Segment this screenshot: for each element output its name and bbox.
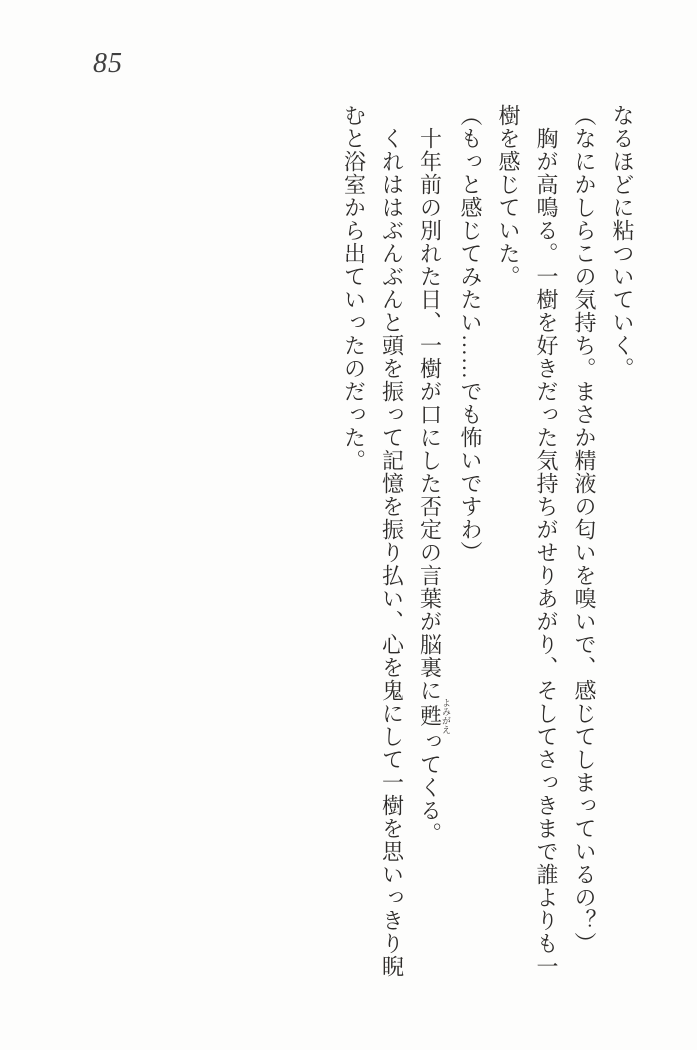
text-column: 樹を感じていた。 <box>496 104 521 288</box>
text-column: （もっと感じてみたい……でも怖いですわ） <box>458 104 483 564</box>
text-column: むと浴室から出ていったのだった。 <box>341 104 367 472</box>
text-column: 胸が高鳴る。一樹を好きだった気持ちがせりあがり、そしてさっきまで誰よりも一 <box>534 104 559 978</box>
text-column: （なにかしらこの気持ち。まさか精液の匂いを嗅いで、感じてしまっているの？） <box>572 104 597 955</box>
text-block <box>335 104 642 978</box>
text-column: なるほどに粘ついていく。 <box>610 104 635 380</box>
text-column: くれははぶんぶんと頭を振って記憶を振り払い、心を鬼にして一樹を思いっきり睨 <box>379 104 405 978</box>
text-column: 十年前の別れた日、一樹が口にした否定の言葉が脳裏に甦よみがえってくる。 <box>417 104 451 845</box>
page-number: 85 <box>93 48 123 79</box>
furigana-ruby: 甦よみがえ <box>417 698 451 734</box>
